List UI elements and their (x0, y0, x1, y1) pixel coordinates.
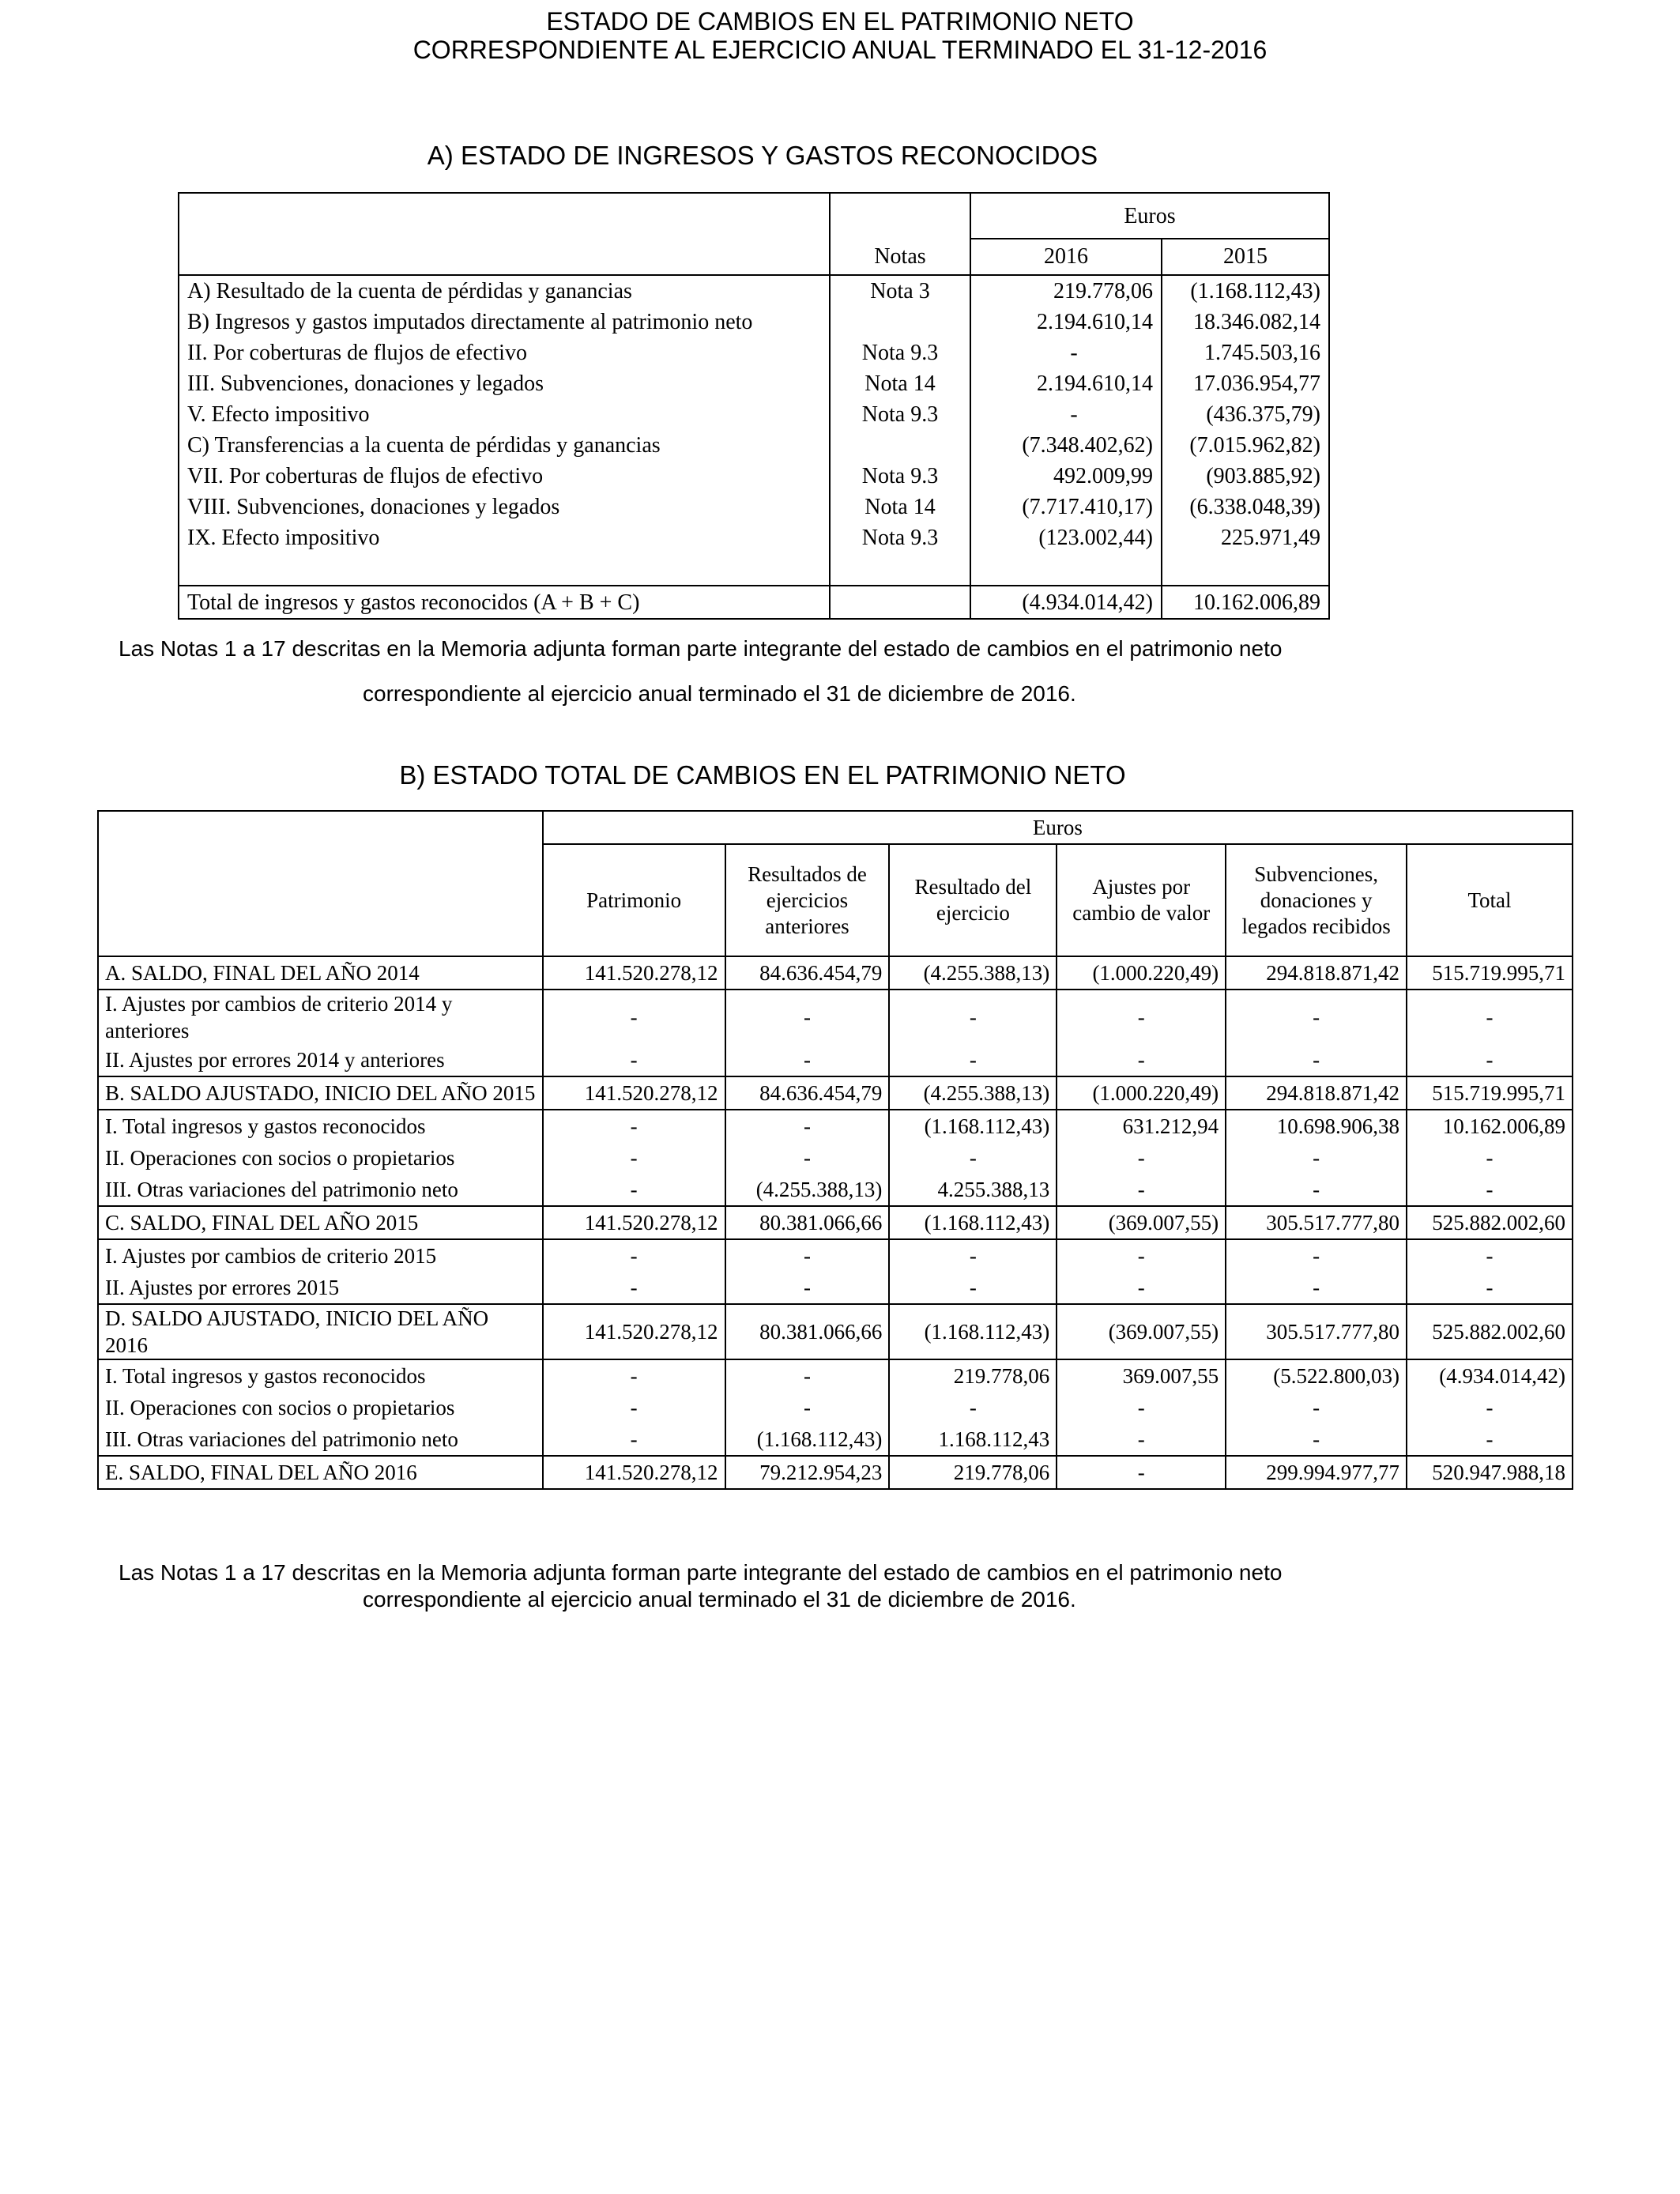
cell-resultado-ejercicio: (1.168.112,43) (889, 1304, 1057, 1359)
row-label: III. Subvenciones, donaciones y legados (179, 368, 830, 399)
row-nota: Nota 9.3 (830, 461, 970, 492)
cell-patrimonio: - (543, 1392, 725, 1423)
cell-ajustes-valor: - (1057, 1174, 1226, 1206)
row-value-2016: - (970, 399, 1162, 430)
cell-patrimonio: - (543, 1110, 725, 1142)
row-label: A) Resultado de la cuenta de pérdidas y ganancias (179, 275, 830, 307)
cell-resultado-ejercicio: (1.168.112,43) (889, 1206, 1057, 1239)
row-nota: Nota 14 (830, 492, 970, 522)
cell-resultados-anteriores: - (725, 1142, 890, 1174)
row-label: B) Ingresos y gastos imputados directamente al patrimonio neto (179, 307, 830, 337)
row-label: II. Por coberturas de flujos de efectivo (179, 337, 830, 368)
cell-resultado-ejercicio: - (889, 1142, 1057, 1174)
cell-resultado-ejercicio: (4.255.388,13) (889, 956, 1057, 990)
movement-row (98, 1359, 1573, 1392)
row-label: I. Total ingresos y gastos reconocidos (98, 1359, 543, 1392)
row-label: III. Otras variaciones del patrimonio neto (98, 1423, 543, 1456)
cell-ajustes-valor: (369.007,55) (1057, 1304, 1226, 1359)
cell-ajustes-valor: - (1057, 1456, 1226, 1489)
row-label: V. Efecto impositivo (179, 399, 830, 430)
saldo-row (98, 1076, 1573, 1110)
row-label: I. Ajustes por cambios de criterio 2014 y anteriores (98, 990, 543, 1044)
cell-subvenciones: - (1226, 1272, 1407, 1304)
cell-total: 515.719.995,71 (1407, 956, 1573, 990)
cell-total: - (1407, 1142, 1573, 1174)
row-label: III. Otras variaciones del patrimonio neto (98, 1174, 543, 1206)
col-total: Total (1407, 844, 1573, 956)
saldo-row (98, 1456, 1573, 1489)
cell-total: 520.947.988,18 (1407, 1456, 1573, 1489)
year-2016-header: 2016 (970, 239, 1162, 275)
row-label: II. Ajustes por errores 2014 y anteriores (98, 1044, 543, 1076)
cell-patrimonio: - (543, 1359, 725, 1392)
cell-total: 525.882.002,60 (1407, 1304, 1573, 1359)
table-row (179, 430, 1329, 461)
row-value-2016: (7.348.402,62) (970, 430, 1162, 461)
row-nota: Nota 9.3 (830, 522, 970, 553)
row-value-2015: 1.745.503,16 (1162, 337, 1329, 368)
section-b-title: B) ESTADO TOTAL DE CAMBIOS EN EL PATRIMONIO NETO (399, 760, 1126, 790)
cell-subvenciones: 305.517.777,80 (1226, 1304, 1407, 1359)
cell-resultados-anteriores: 80.381.066,66 (725, 1304, 890, 1359)
cell-patrimonio: - (543, 1272, 725, 1304)
row-label: II. Operaciones con socios o propietarios (98, 1392, 543, 1423)
movement-row (98, 1110, 1573, 1142)
row-value-2015: 225.971,49 (1162, 522, 1329, 553)
euros-header: Euros (970, 193, 1329, 239)
document-title-line2: CORRESPONDIENTE AL EJERCICIO ANUAL TERMINADO EL 31-12-2016 (412, 36, 1268, 64)
cell-subvenciones: - (1226, 1423, 1407, 1456)
row-value-2016: 219.778,06 (970, 275, 1162, 307)
table-row (179, 337, 1329, 368)
cell-ajustes-valor: 631.212,94 (1057, 1110, 1226, 1142)
table-row (179, 522, 1329, 553)
row-label: IX. Efecto impositivo (179, 522, 830, 553)
cell-total: - (1407, 1239, 1573, 1272)
cell-ajustes-valor: - (1057, 1423, 1226, 1456)
cell-subvenciones: 294.818.871,42 (1226, 1076, 1407, 1110)
cell-resultado-ejercicio: 219.778,06 (889, 1359, 1057, 1392)
row-nota: Nota 9.3 (830, 337, 970, 368)
cell-subvenciones: - (1226, 1174, 1407, 1206)
cell-total: - (1407, 1272, 1573, 1304)
cell-resultado-ejercicio: (4.255.388,13) (889, 1076, 1057, 1110)
cell-subvenciones: - (1226, 1239, 1407, 1272)
cell-total: 10.162.006,89 (1407, 1110, 1573, 1142)
row-value-2016: - (970, 337, 1162, 368)
cell-ajustes-valor: (369.007,55) (1057, 1206, 1226, 1239)
cell-ajustes-valor: (1.000.220,49) (1057, 1076, 1226, 1110)
cell-subvenciones: - (1226, 1044, 1407, 1076)
cell-subvenciones: 305.517.777,80 (1226, 1206, 1407, 1239)
row-label: C) Transferencias a la cuenta de pérdidas y ganancias (179, 430, 830, 461)
cell-total: - (1407, 1044, 1573, 1076)
row-value-2016: 2.194.610,14 (970, 368, 1162, 399)
movement-row (98, 1239, 1573, 1272)
cell-total: - (1407, 1392, 1573, 1423)
total-row (179, 586, 1329, 619)
year-2015-header: 2015 (1162, 239, 1329, 275)
cell-ajustes-valor: 369.007,55 (1057, 1359, 1226, 1392)
movement-row (98, 990, 1573, 1044)
cell-resultados-anteriores: - (725, 1110, 890, 1142)
cell-resultado-ejercicio: 219.778,06 (889, 1456, 1057, 1489)
cell-total: 525.882.002,60 (1407, 1206, 1573, 1239)
col-ajustes-valor: Ajustes por cambio de valor (1057, 844, 1226, 956)
cell-resultado-ejercicio: - (889, 990, 1057, 1044)
row-nota: Nota 3 (830, 275, 970, 307)
cell-resultado-ejercicio: - (889, 1392, 1057, 1423)
cell-resultados-anteriores: 80.381.066,66 (725, 1206, 890, 1239)
cell-resultados-anteriores: 84.636.454,79 (725, 956, 890, 990)
blank-header-cell (98, 811, 543, 956)
cell-resultados-anteriores: (4.255.388,13) (725, 1174, 890, 1206)
cell-subvenciones: 299.994.977,77 (1226, 1456, 1407, 1489)
row-label: I. Ajustes por cambios de criterio 2015 (98, 1239, 543, 1272)
cell-resultados-anteriores: - (725, 1044, 890, 1076)
cell-patrimonio: - (543, 1174, 725, 1206)
movement-row (98, 1142, 1573, 1174)
saldo-row (98, 1206, 1573, 1239)
cell-ajustes-valor: - (1057, 990, 1226, 1044)
row-label: VII. Por coberturas de flujos de efectivo (179, 461, 830, 492)
total-value-2016: (4.934.014,42) (970, 586, 1162, 619)
cell-resultado-ejercicio: (1.168.112,43) (889, 1110, 1057, 1142)
row-label: VIII. Subvenciones, donaciones y legados (179, 492, 830, 522)
cell-subvenciones: - (1226, 1142, 1407, 1174)
cell-resultado-ejercicio: 1.168.112,43 (889, 1423, 1057, 1456)
cell-patrimonio: - (543, 1142, 725, 1174)
row-value-2015: 18.346.082,14 (1162, 307, 1329, 337)
table-row (179, 275, 1329, 307)
row-nota (830, 430, 970, 461)
table-row (179, 461, 1329, 492)
notas-header: Notas (830, 239, 970, 275)
row-label: D. SALDO AJUSTADO, INICIO DEL AÑO 2016 (98, 1304, 543, 1359)
cell-ajustes-valor: - (1057, 1239, 1226, 1272)
cell-resultados-anteriores: 79.212.954,23 (725, 1456, 890, 1489)
row-label: II. Ajustes por errores 2015 (98, 1272, 543, 1304)
cell-patrimonio: - (543, 1239, 725, 1272)
row-nota: Nota 14 (830, 368, 970, 399)
cell-subvenciones: 10.698.906,38 (1226, 1110, 1407, 1142)
euros-header-b: Euros (543, 811, 1573, 844)
col-subvenciones: Subvenciones, donaciones y legados recibidos (1226, 844, 1407, 956)
row-label: B. SALDO AJUSTADO, INICIO DEL AÑO 2015 (98, 1076, 543, 1110)
cell-total: - (1407, 990, 1573, 1044)
col-resultados-anteriores: Resultados de ejercicios anteriores (725, 844, 890, 956)
cell-resultados-anteriores: - (725, 1239, 890, 1272)
row-nota (830, 307, 970, 337)
saldo-row (98, 1304, 1573, 1359)
cell-patrimonio: 141.520.278,12 (543, 1206, 725, 1239)
cell-ajustes-valor: - (1057, 1272, 1226, 1304)
cell-resultados-anteriores: (1.168.112,43) (725, 1423, 890, 1456)
cell-patrimonio: 141.520.278,12 (543, 956, 725, 990)
row-value-2016: 492.009,99 (970, 461, 1162, 492)
cell-resultado-ejercicio: - (889, 1239, 1057, 1272)
cell-resultados-anteriores: - (725, 1392, 890, 1423)
row-value-2015: (7.015.962,82) (1162, 430, 1329, 461)
row-value-2015: (1.168.112,43) (1162, 275, 1329, 307)
row-label: E. SALDO, FINAL DEL AÑO 2016 (98, 1456, 543, 1489)
total-nota (830, 586, 970, 619)
equity-changes-table (97, 810, 1573, 1490)
section-a-note-line1: Las Notas 1 a 17 descritas en la Memoria adjunta forman parte integrante del estado de cambios en el patrimonio neto (119, 636, 1283, 661)
row-value-2016: (7.717.410,17) (970, 492, 1162, 522)
cell-resultados-anteriores: - (725, 1272, 890, 1304)
row-label: I. Total ingresos y gastos reconocidos (98, 1110, 543, 1142)
table-row (179, 399, 1329, 430)
cell-resultados-anteriores: 84.636.454,79 (725, 1076, 890, 1110)
cell-resultado-ejercicio: - (889, 1044, 1057, 1076)
cell-patrimonio: - (543, 1423, 725, 1456)
cell-total: - (1407, 1423, 1573, 1456)
row-value-2015: (903.885,92) (1162, 461, 1329, 492)
movement-row (98, 1044, 1573, 1076)
cell-subvenciones: 294.818.871,42 (1226, 956, 1407, 990)
cell-patrimonio: - (543, 1044, 725, 1076)
cell-ajustes-valor: - (1057, 1044, 1226, 1076)
movement-row (98, 1272, 1573, 1304)
total-value-2015: 10.162.006,89 (1162, 586, 1329, 619)
row-label: A. SALDO, FINAL DEL AÑO 2014 (98, 956, 543, 990)
row-label: II. Operaciones con socios o propietarios (98, 1142, 543, 1174)
cell-total: 515.719.995,71 (1407, 1076, 1573, 1110)
cell-resultado-ejercicio: - (889, 1272, 1057, 1304)
row-value-2015: (436.375,79) (1162, 399, 1329, 430)
movement-row (98, 1423, 1573, 1456)
document-title-line1: ESTADO DE CAMBIOS EN EL PATRIMONIO NETO (546, 7, 1134, 36)
movement-row (98, 1392, 1573, 1423)
row-nota: Nota 9.3 (830, 399, 970, 430)
cell-ajustes-valor: - (1057, 1392, 1226, 1423)
cell-resultados-anteriores: - (725, 1359, 890, 1392)
section-b-note-line2: correspondiente al ejercicio anual terminado el 31 de diciembre de 2016. (363, 1587, 1076, 1612)
cell-patrimonio: 141.520.278,12 (543, 1456, 725, 1489)
section-a-note-line2: correspondiente al ejercicio anual terminado el 31 de diciembre de 2016. (363, 681, 1076, 706)
col-patrimonio: Patrimonio (543, 844, 725, 956)
row-value-2016: (123.002,44) (970, 522, 1162, 553)
saldo-row (98, 956, 1573, 990)
row-value-2016: 2.194.610,14 (970, 307, 1162, 337)
income-expense-table (178, 192, 1330, 620)
row-value-2015: 17.036.954,77 (1162, 368, 1329, 399)
cell-resultado-ejercicio: 4.255.388,13 (889, 1174, 1057, 1206)
col-resultado-ejercicio: Resultado del ejercicio (889, 844, 1057, 956)
cell-resultados-anteriores: - (725, 990, 890, 1044)
movement-row (98, 1174, 1573, 1206)
total-label: Total de ingresos y gastos reconocidos (A + B + C) (179, 586, 830, 619)
table-row (179, 368, 1329, 399)
cell-total: - (1407, 1174, 1573, 1206)
cell-patrimonio: 141.520.278,12 (543, 1076, 725, 1110)
table-row (179, 307, 1329, 337)
cell-patrimonio: - (543, 990, 725, 1044)
cell-ajustes-valor: (1.000.220,49) (1057, 956, 1226, 990)
table-row (179, 492, 1329, 522)
section-b-note-line1: Las Notas 1 a 17 descritas en la Memoria adjunta forman parte integrante del estado de cambios en el patrimonio neto (119, 1560, 1283, 1585)
cell-subvenciones: - (1226, 990, 1407, 1044)
row-label: C. SALDO, FINAL DEL AÑO 2015 (98, 1206, 543, 1239)
cell-total: (4.934.014,42) (1407, 1359, 1573, 1392)
cell-ajustes-valor: - (1057, 1142, 1226, 1174)
cell-patrimonio: 141.520.278,12 (543, 1304, 725, 1359)
section-a-title: A) ESTADO DE INGRESOS Y GASTOS RECONOCIDOS (427, 141, 1098, 170)
row-value-2015: (6.338.048,39) (1162, 492, 1329, 522)
cell-subvenciones: - (1226, 1392, 1407, 1423)
cell-subvenciones: (5.522.800,03) (1226, 1359, 1407, 1392)
